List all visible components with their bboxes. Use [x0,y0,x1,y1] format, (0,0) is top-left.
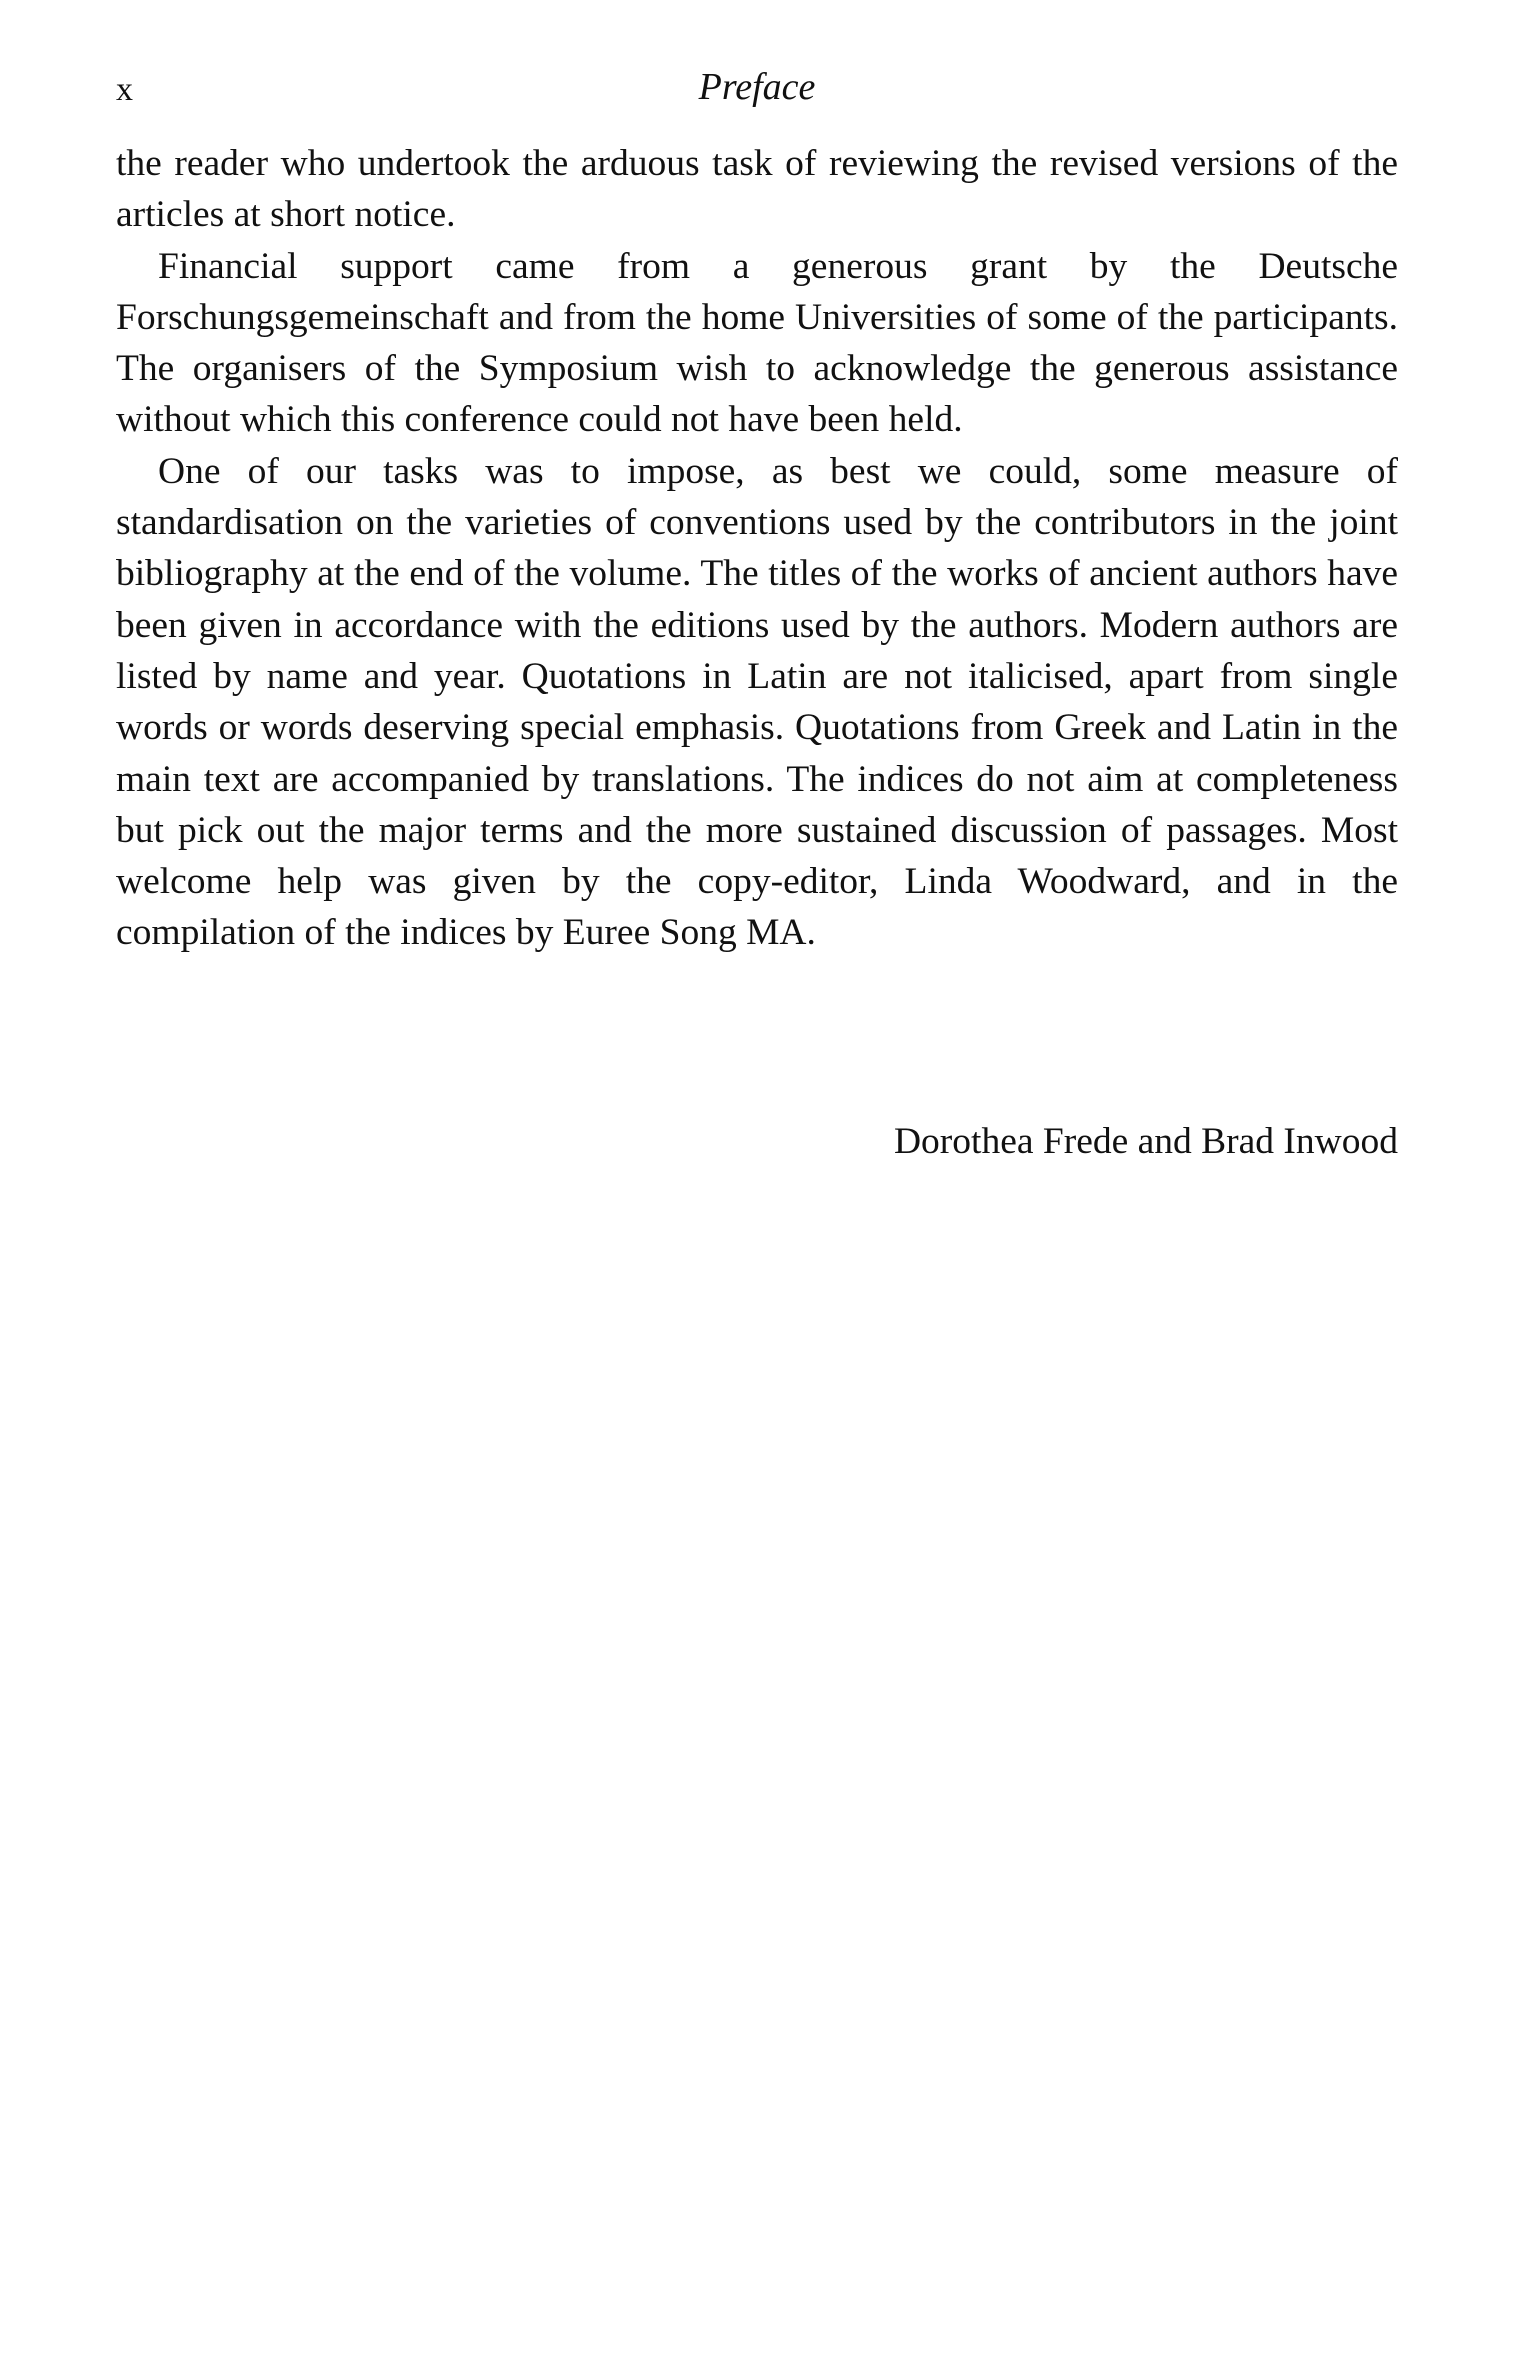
running-head [116,62,1398,112]
page-number: x [116,71,133,108]
signature: Dorothea Frede and Brad Inwood [893,1121,1398,1162]
paragraph-standardisation: One of our tasks was to impose, as best we could, some measure of standardisation on the varieties of conventions used by the contributors in the joint bibliography at the end of the volume. The titles of the works of ancient authors have been given in accordance with the editions used by the authors. Modern authors are listed by name and year. Quotations in Latin are not italicised, apart from single words or words deserving special emphasis. Quotations from Greek and Latin in the main text are accompanied by translations. The indices do not aim at completeness but pick out the major terms and the more sustained discussion of passages. Most welcome help was given by the copy-editor, Linda Woodward, and in the compilation of the indices by Euree Song MA. [116,450,1398,954]
running-title: Preface [698,66,816,108]
paragraph-continuation: the reader who undertook the arduous task of reviewing the revised versions of the articles at short notice. [116,143,1398,236]
body-text [116,138,1398,959]
paragraph-financial-support: Financial support came from a generous grant by the Deutsche Forschungsgemeinschaft and from the home Universities of some of the participants. The organisers of the Symposium wish to acknowledge the generous assistance without which this conference could not have been held. [116,245,1398,441]
